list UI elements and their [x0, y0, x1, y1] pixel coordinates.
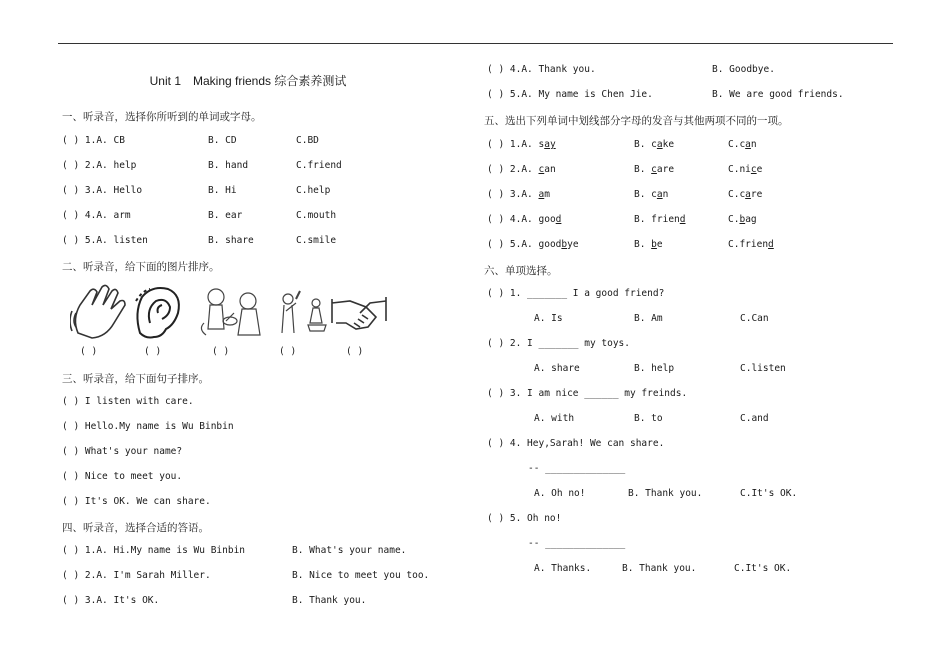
- s1-q5: ( ) 5.A. listen: [62, 235, 148, 246]
- s1-q4: ( ) 4.A. arm: [62, 210, 131, 221]
- s6-q3-a: A. with: [534, 413, 575, 424]
- waving-hand-picture: [70, 285, 125, 338]
- picture-blank-2[interactable]: ( ): [144, 346, 162, 357]
- s1-q3-b: B. Hi: [208, 185, 237, 196]
- section6-heading: 六、单项选择。: [484, 265, 558, 277]
- s4-q5-b: B. We are good friends.: [712, 89, 844, 100]
- s6-q3-c: C.and: [740, 413, 769, 424]
- s5-q3-b: B. can: [634, 189, 669, 200]
- page-title: Unit 1 Making friends 综合素养测试: [149, 74, 347, 88]
- s5-q5: ( ) 5.A. goodbye: [487, 239, 579, 250]
- section1-heading: 一、听录音，选择你所听到的单词或字母。: [62, 111, 262, 123]
- picture-blank-4[interactable]: ( ): [279, 346, 297, 357]
- s4-q2-a: ( ) 2.A. I'm Sarah Miller.: [62, 570, 211, 581]
- section5-heading: 五、选出下列单词中划线部分字母的发音与其他两项不同的一项。: [484, 115, 789, 127]
- s1-q1: ( ) 1.A. CB: [62, 135, 125, 146]
- s5-q3-c: C.care: [728, 189, 763, 200]
- s6-q4-a: A. Oh no!: [534, 488, 586, 499]
- s6-q5-answer-line: -- ______________: [528, 538, 626, 549]
- s1-q3-c: C.help: [296, 185, 331, 196]
- s5-q4-b: B. friend: [634, 214, 686, 225]
- s6-q4-c: C.It's OK.: [740, 488, 798, 499]
- picture-blank-1[interactable]: ( ): [80, 346, 98, 357]
- s5-q4-c: C.bag: [728, 214, 757, 225]
- picture-blank-5[interactable]: ( ): [346, 346, 364, 357]
- s6-q2-a: A. share: [534, 363, 580, 374]
- s4-q5-a: ( ) 5.A. My name is Chen Jie.: [487, 89, 653, 100]
- s6-q2-c: C.listen: [740, 363, 786, 374]
- s5-q2-b: B. care: [634, 164, 675, 175]
- s1-q1-b: B. CD: [208, 135, 237, 146]
- s6-q4: ( ) 4. Hey,Sarah! We can share.: [487, 438, 665, 449]
- s3-sentence-1: ( ) I listen with care.: [62, 396, 194, 407]
- s4-q3-a: ( ) 3.A. It's OK.: [62, 595, 160, 606]
- s5-q1-b: B. cake: [634, 139, 675, 150]
- s1-q4-b: B. ear: [208, 210, 243, 221]
- s5-q3: ( ) 3.A. am: [487, 189, 550, 200]
- s4-q4-b: B. Goodbye.: [712, 64, 775, 75]
- s6-q3: ( ) 3. I am nice ______ my freinds.: [487, 388, 688, 399]
- s3-sentence-4: ( ) Nice to meet you.: [62, 471, 183, 482]
- s6-q1-b: B. Am: [634, 313, 663, 324]
- s1-q3: ( ) 3.A. Hello: [62, 185, 143, 196]
- s1-q2-c: C.friend: [296, 160, 342, 171]
- s3-sentence-3: ( ) What's your name?: [62, 446, 183, 457]
- s1-q4-c: C.mouth: [296, 210, 337, 221]
- s6-q5-b: B. Thank you.: [622, 563, 697, 574]
- s6-q4-b: B. Thank you.: [628, 488, 703, 499]
- s6-q4-answer-line: -- ______________: [528, 463, 626, 474]
- s6-q2-b: B. help: [634, 363, 675, 374]
- s6-q5-c: C.It's OK.: [734, 563, 792, 574]
- s5-q5-c: C.friend: [728, 239, 774, 250]
- sharing-children-picture: [201, 289, 260, 335]
- s1-q2: ( ) 2.A. help: [62, 160, 137, 171]
- s4-q1-b: B. What's your name.: [292, 545, 407, 556]
- s6-q2: ( ) 2. I _______ my toys.: [487, 338, 630, 349]
- section2-heading: 二、听录音，给下面的图片排序。: [62, 261, 220, 273]
- s4-q2-b: B. Nice to meet you too.: [292, 570, 430, 581]
- s6-q1-c: C.Can: [740, 313, 769, 324]
- s5-q2: ( ) 2.A. can: [487, 164, 556, 175]
- s1-q1-c: C.BD: [296, 135, 319, 146]
- section3-heading: 三、听录音，给下面句子排序。: [62, 373, 209, 385]
- header-rule: [58, 43, 893, 44]
- s4-q3-b: B. Thank you.: [292, 595, 367, 606]
- s1-q2-b: B. hand: [208, 160, 249, 171]
- s1-q5-b: B. share: [208, 235, 254, 246]
- s6-q3-b: B. to: [634, 413, 663, 424]
- s5-q4: ( ) 4.A. good: [487, 214, 562, 225]
- s5-q1-c: C.can: [728, 139, 757, 150]
- picture-blank-3[interactable]: ( ): [212, 346, 230, 357]
- s5-q5-b: B. be: [634, 239, 663, 250]
- s3-sentence-5: ( ) It's OK. We can share.: [62, 496, 211, 507]
- ear-picture: [136, 288, 179, 338]
- handshake-picture: [332, 297, 386, 329]
- s6-q1: ( ) 1. _______ I a good friend?: [487, 288, 665, 299]
- s1-q5-c: C.smile: [296, 235, 337, 246]
- s3-sentence-2: ( ) Hello.My name is Wu Binbin: [62, 421, 234, 432]
- picture-strip: [70, 283, 390, 343]
- s5-q2-c: C.nice: [728, 164, 763, 175]
- s4-q1-a: ( ) 1.A. Hi.My name is Wu Binbin: [62, 545, 246, 556]
- s5-q1: ( ) 1.A. say: [487, 139, 556, 150]
- s6-q1-a: A. Is: [534, 313, 563, 324]
- s6-q5: ( ) 5. Oh no!: [487, 513, 562, 524]
- s4-q4-a: ( ) 4.A. Thank you.: [487, 64, 596, 75]
- section4-heading: 四、听录音，选择合适的答语。: [62, 522, 209, 534]
- s6-q5-a: A. Thanks.: [534, 563, 592, 574]
- listening-child-picture: [282, 291, 326, 333]
